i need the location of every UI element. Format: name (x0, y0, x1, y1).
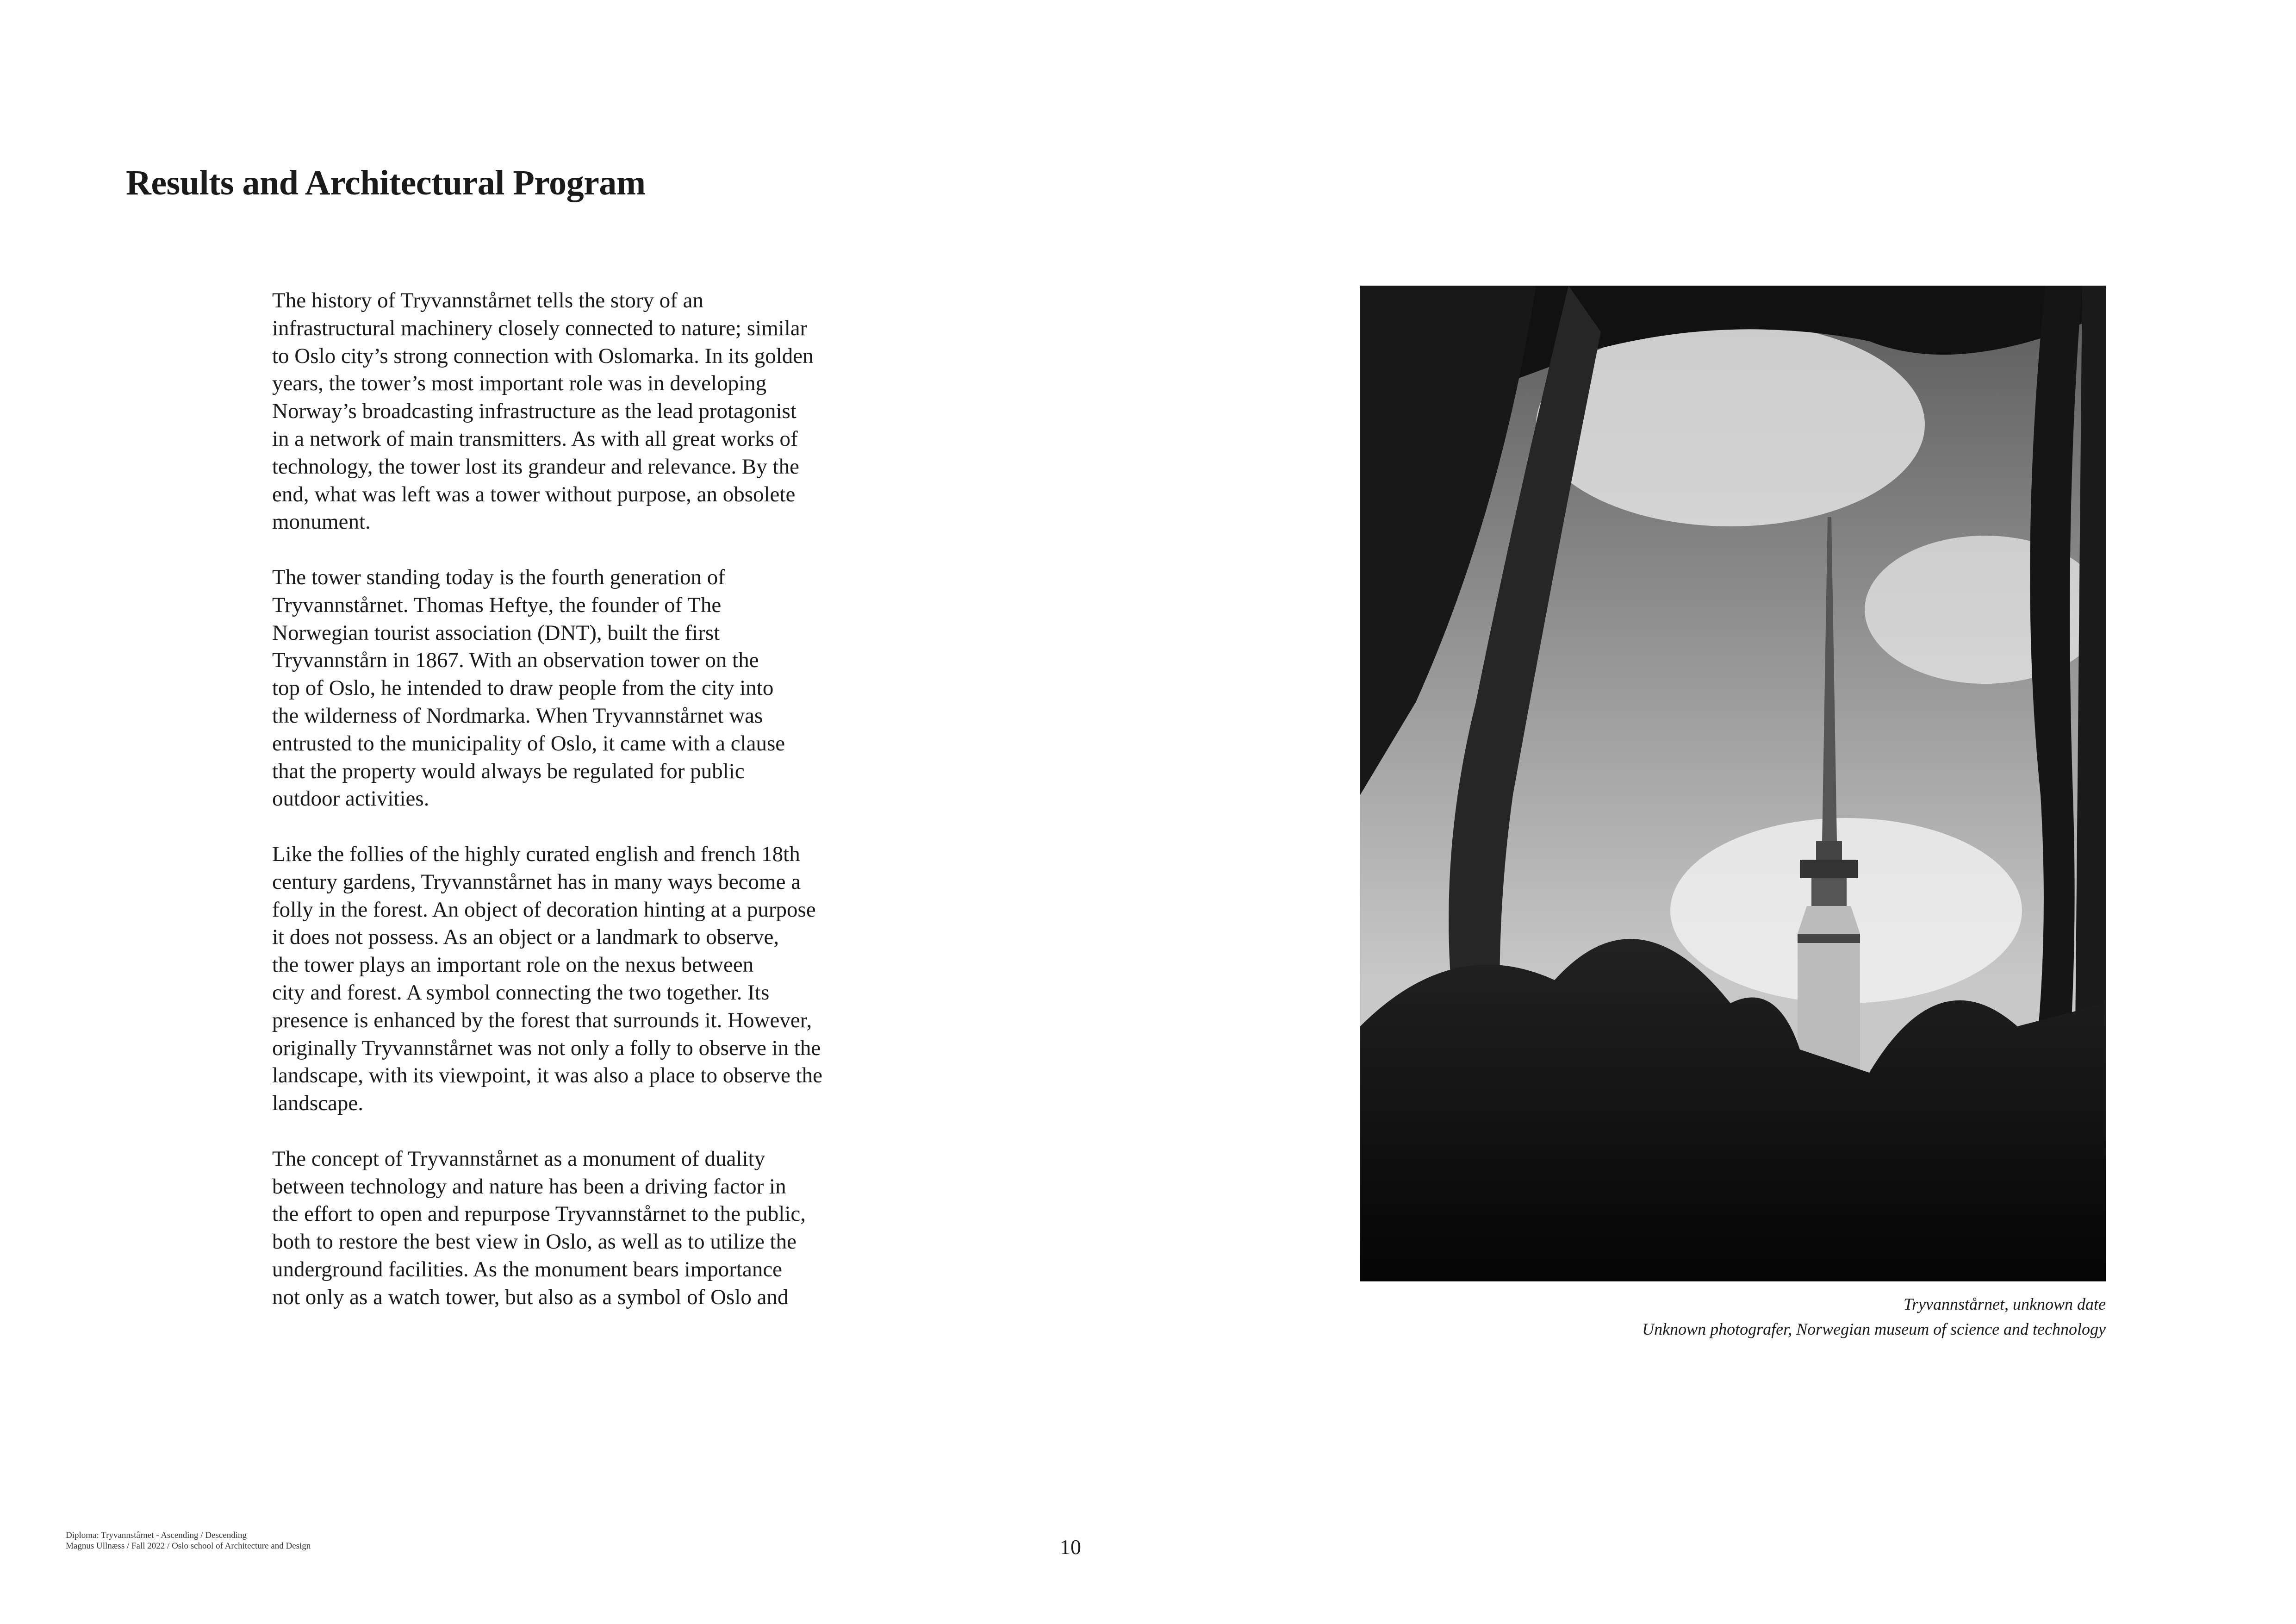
footer-author: Magnus Ullnæss / Fall 2022 / Oslo school of Architecture and Design (66, 1541, 311, 1551)
caption-credit: Unknown photografer, Norwegian museum of science and technology (1642, 1320, 2106, 1338)
caption-title: Tryvannstårnet, unknown date (1904, 1295, 2106, 1313)
paragraph: The tower standing today is the fourth generation of Tryvannstårnet. Thomas Heftye, the founder of The Norwegian tourist association (DNT), built the first Tryvannstårn in 1867. With an observation tower on the top of Oslo, he intended to draw people from the city into the wilderness of Nordmarka. When Tryvannstårnet was entrusted to the municipality of Oslo, it came with a clause that the property would always be regulated for public outdoor activities. (272, 565, 785, 811)
paragraph: Like the follies of the highly curated english and french 18th century gardens, Tryvannstårnet has in many ways become a folly in the forest. An object of decoration hinting at a purpose it does not possess. As an object or a landmark to observe, the tower plays an important role on the nexus between city and forest. A symbol connecting the two together. Its presence is enhanced by the forest that surrounds it. However, originally Tryvannstårnet was not only a folly to observe in the landscape, with its viewpoint, it was also a place to observe the landscape. (272, 842, 823, 1116)
footer (66, 1530, 311, 1551)
paragraph: The history of Tryvannstårnet tells the story of an infrastructural machinery closely connected to nature; similar to Oslo city’s strong connection with Oslomarka. In its golden years, the tower’s most important role was in developing Norway’s broadcasting infrastructure as the lead protagonist in a network of main transmitters. As with all great works of technology, the tower lost its grandeur and relevance. By the end, what was left was a tower without purpose, an obsolete monument. (272, 288, 814, 534)
tower-photograph (1360, 286, 2106, 1281)
page-heading: Results and Architectural Program (126, 163, 646, 202)
page-number: 10 (1060, 1535, 1081, 1559)
body-text (272, 287, 855, 1339)
photo-caption (1642, 1292, 2106, 1342)
paragraph: The concept of Tryvannstårnet as a monument of duality between technology and nature has been a driving factor in the effort to open and repurpose Tryvannstårnet to the public, both to restore the best view in Oslo, as well as to utilize the underground facilities. As the monument bears importance not only as a watch tower, but also as a symbol of Oslo and (272, 1146, 806, 1309)
footer-project: Diploma: Tryvannstårnet - Ascending / Descending (66, 1530, 247, 1540)
